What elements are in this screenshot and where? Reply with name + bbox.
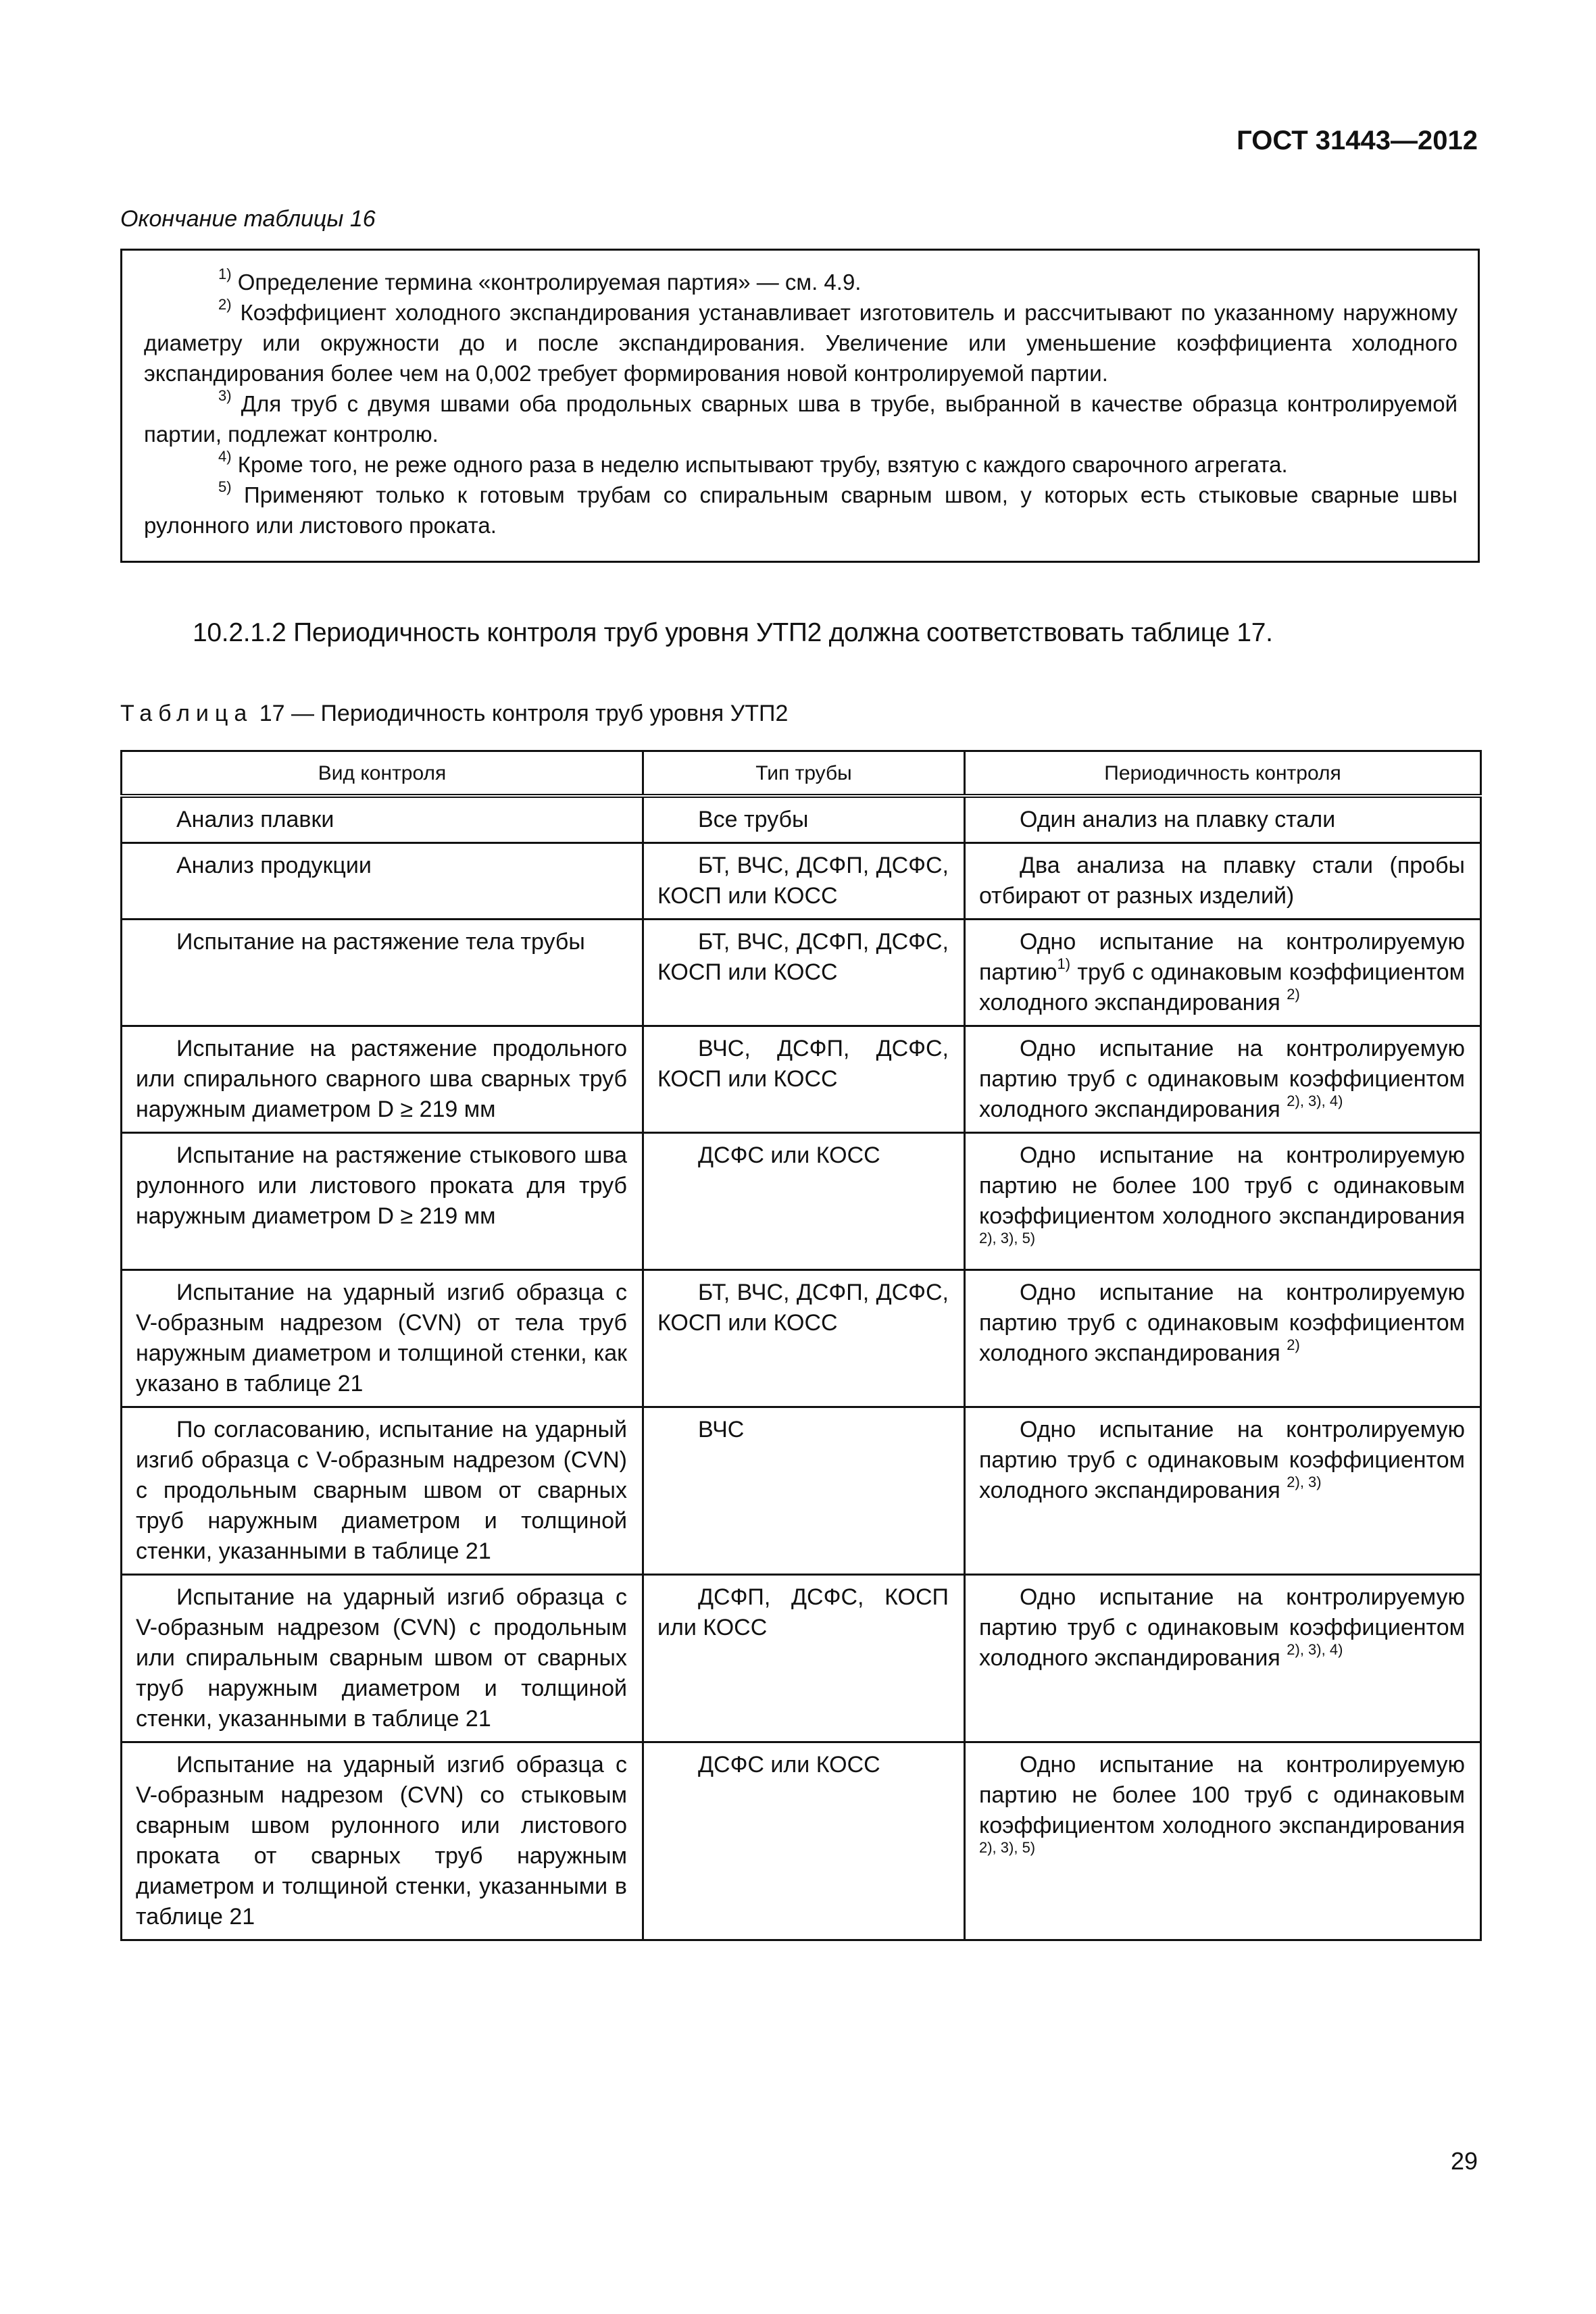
cell-text: БТ, ВЧС, ДСФП, ДСФС, КОСП или КОСС bbox=[657, 929, 949, 985]
cell-type bbox=[643, 1270, 965, 1407]
cell-text: По согласованию, испытание на ударный изгиб образца с V-образным надрезом (CVN) с продольным сварным швом от сварных труб наружным диаметром и толщиной стенки, указанными в таблице 21 bbox=[136, 1417, 627, 1564]
cell-text: Одно испытание на контролируемую партию труб с одинаковым коэффициентом холодного экспандирования bbox=[979, 1036, 1465, 1122]
table-row bbox=[122, 796, 1481, 843]
footnote-mark: 4) bbox=[218, 448, 232, 465]
cell-kind bbox=[122, 1742, 643, 1940]
cell-kind bbox=[122, 843, 643, 920]
cell-text bbox=[979, 1415, 1465, 1506]
cell-type bbox=[643, 1026, 965, 1133]
footnote-3 bbox=[144, 388, 1457, 449]
cell-kind bbox=[122, 1407, 643, 1575]
cell-text: Все трубы bbox=[698, 807, 809, 832]
cell-text: Одно испытание на контролируемую партию не более 100 труб с одинаковым коэффициентом холодного экспандирования bbox=[979, 1752, 1465, 1838]
footnote-mark: 2), 3), 5) bbox=[979, 1838, 1036, 1856]
cell-text: Испытание на растяжение продольного или спирального сварного шва сварных труб наружным диаметром D ≥ 219 мм bbox=[136, 1036, 627, 1122]
footnote-text: Применяют только к готовым трубам со спиральным сварным швом, у которых есть стыковые сварные швы рулонного или листового проката. bbox=[144, 482, 1457, 538]
cell-text: БТ, ВЧС, ДСФП, ДСФС, КОСП или КОСС bbox=[657, 853, 949, 909]
footnote-mark: 2), 3) bbox=[1287, 1473, 1322, 1490]
cell-text bbox=[979, 1278, 1465, 1369]
cell-type bbox=[643, 1575, 965, 1742]
column-header-type: Тип трубы bbox=[643, 751, 965, 797]
cell-frequency bbox=[965, 1270, 1481, 1407]
footnote-5 bbox=[144, 480, 1457, 540]
cell-text: Одно испытание на контролируемую партию не более 100 труб с одинаковым коэффициентом холодного экспандирования bbox=[979, 1142, 1465, 1229]
cell-text bbox=[979, 805, 1465, 835]
table-row bbox=[122, 1026, 1481, 1133]
cell-text: ДСФП, ДСФС, КОСП или КОСС bbox=[657, 1584, 949, 1640]
cell-kind bbox=[122, 1270, 643, 1407]
cell-kind bbox=[122, 1133, 643, 1270]
table-header-row bbox=[122, 751, 1481, 797]
cell-text: Одно испытание на контролируемую партию труб с одинаковым коэффициентом холодного экспандирования bbox=[979, 1280, 1465, 1366]
cell-frequency bbox=[965, 1575, 1481, 1742]
footnote-mark: 2) bbox=[1287, 1336, 1300, 1353]
cell-frequency bbox=[965, 1742, 1481, 1940]
cell-text: Испытание на ударный изгиб образца с V-образным надрезом (CVN) от тела труб наружным диаметром и толщиной стенки, как указано в таблице 21 bbox=[136, 1280, 627, 1397]
table-label: Таблица bbox=[120, 701, 253, 726]
cell-frequency bbox=[965, 1026, 1481, 1133]
cell-text: ДСФС или КОСС bbox=[698, 1142, 880, 1168]
cell-text: ДСФС или КОСС bbox=[698, 1752, 880, 1778]
footnote-mark: 5) bbox=[218, 478, 232, 495]
cell-text bbox=[979, 1582, 1465, 1674]
cell-text: БТ, ВЧС, ДСФП, ДСФС, КОСП или КОСС bbox=[657, 1280, 949, 1336]
footnote-mark: 3) bbox=[218, 387, 232, 404]
cell-text: Два анализа на плавку стали (пробы отбирают от разных изделий) bbox=[979, 853, 1465, 909]
cell-type bbox=[643, 1742, 965, 1940]
table-row bbox=[122, 920, 1481, 1026]
cell-type bbox=[643, 796, 965, 843]
cell-text bbox=[979, 1140, 1465, 1262]
footnote-mark: 2) bbox=[1287, 985, 1300, 1003]
cell-text: труб с одинаковым коэффициентом холодного экспандирования bbox=[979, 959, 1465, 1015]
footnote-text: Кроме того, не реже одного раза в неделю испытывают трубу, взятую с каждого сварочного агрегата. bbox=[237, 452, 1288, 477]
document-code: ГОСТ 31443—2012 bbox=[1237, 126, 1478, 155]
cell-frequency bbox=[965, 843, 1481, 920]
footnote-2 bbox=[144, 297, 1457, 388]
cell-text: Испытание на ударный изгиб образца с V-образным надрезом (CVN) со стыковым сварным швом рулонного или листового проката от сварных труб наружным диаметром и толщиной стенки, указанными в таблице 21 bbox=[136, 1752, 627, 1930]
cell-type bbox=[643, 843, 965, 920]
cell-frequency bbox=[965, 796, 1481, 843]
cell-text: Анализ продукции bbox=[176, 853, 372, 878]
footnote-text: Коэффициент холодного экспандирования устанавливает изготовитель и рассчитывают по указанному наружному диаметру или окружности до и после экспандирования. Увеличение или уменьшение коэффициента холодного экспандирования более чем на 0,002 требует формирования новой контролируемой партии. bbox=[144, 300, 1457, 386]
cell-type bbox=[643, 920, 965, 1026]
footnote-mark: 1) bbox=[218, 266, 232, 282]
table16-end-caption: Окончание таблицы 16 bbox=[120, 206, 376, 232]
footnote-mark: 2) bbox=[218, 296, 232, 313]
table16-notes-box bbox=[120, 249, 1480, 563]
footnote-4 bbox=[144, 449, 1457, 480]
table17 bbox=[120, 750, 1482, 1941]
footnote-mark: 2), 3), 4) bbox=[1287, 1640, 1343, 1658]
table-row bbox=[122, 1407, 1481, 1575]
cell-kind bbox=[122, 1575, 643, 1742]
cell-kind bbox=[122, 920, 643, 1026]
cell-text: ВЧС bbox=[698, 1417, 745, 1442]
table-row bbox=[122, 1270, 1481, 1407]
cell-type bbox=[643, 1133, 965, 1270]
table-row bbox=[122, 1133, 1481, 1270]
column-header-frequency: Периодичность контроля bbox=[965, 751, 1481, 797]
footnote-mark: 1) bbox=[1057, 955, 1071, 972]
cell-text: Испытание на растяжение стыкового шва рулонного или листового проката для труб наружным диаметром D ≥ 219 мм bbox=[136, 1142, 627, 1229]
cell-kind bbox=[122, 796, 643, 843]
footnote-mark: 2), 3), 5) bbox=[979, 1229, 1036, 1247]
cell-type bbox=[643, 1407, 965, 1575]
cell-frequency bbox=[965, 1407, 1481, 1575]
cell-text bbox=[979, 851, 1465, 911]
footnote-1 bbox=[144, 267, 1457, 297]
cell-text: Анализ плавки bbox=[176, 807, 334, 832]
cell-frequency bbox=[965, 920, 1481, 1026]
column-header-kind: Вид контроля bbox=[122, 751, 643, 797]
footnote-mark: 2), 3), 4) bbox=[1287, 1092, 1343, 1109]
cell-text bbox=[979, 927, 1465, 1018]
cell-text: Одно испытание на контролируемую партию bbox=[979, 929, 1465, 985]
footnote-text: Определение термина «контролируемая партия» — см. 4.9. bbox=[237, 270, 862, 295]
table-title-text: 17 — Периодичность контроля труб уровня УТП2 bbox=[259, 701, 789, 726]
cell-text: Испытание на растяжение тела трубы bbox=[176, 929, 585, 955]
table-row bbox=[122, 1575, 1481, 1742]
cell-text bbox=[979, 1034, 1465, 1125]
cell-text bbox=[979, 1750, 1465, 1871]
footnote-text: Для труб с двумя швами оба продольных сварных шва в трубе, выбранной в качестве образца контролируемой партии, подлежат контролю. bbox=[144, 391, 1457, 447]
cell-text: Испытание на ударный изгиб образца с V-образным надрезом (CVN) с продольным или спиральным сварным швом от сварных труб наружным диаметром и толщиной стенки, указанными в таблице 21 bbox=[136, 1584, 627, 1732]
cell-text: Один анализ на плавку стали bbox=[1020, 807, 1336, 832]
table-row bbox=[122, 1742, 1481, 1940]
cell-text: Одно испытание на контролируемую партию труб с одинаковым коэффициентом холодного экспандирования bbox=[979, 1417, 1465, 1503]
page-number: 29 bbox=[1450, 2147, 1478, 2175]
table17-title bbox=[120, 701, 788, 727]
cell-kind bbox=[122, 1026, 643, 1133]
section-paragraph: 10.2.1.2 Периодичность контроля труб уровня УТП2 должна соответствовать таблице 17. bbox=[193, 618, 1273, 647]
cell-text: Одно испытание на контролируемую партию труб с одинаковым коэффициентом холодного экспандирования bbox=[979, 1584, 1465, 1671]
cell-frequency bbox=[965, 1133, 1481, 1270]
cell-text: ВЧС, ДСФП, ДСФС, КОСП или КОСС bbox=[657, 1036, 949, 1092]
table-row bbox=[122, 843, 1481, 920]
